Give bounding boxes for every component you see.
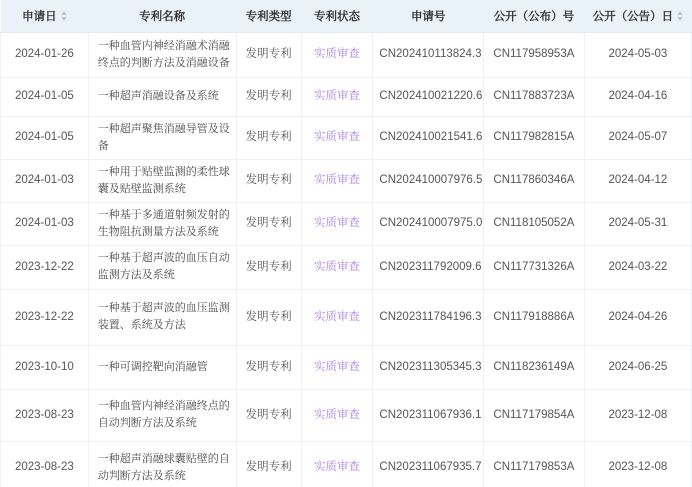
patent-type-cell: 发明专利 (236, 289, 301, 345)
col-header-publication-no (483, 0, 584, 32)
table-row (1, 159, 692, 202)
application-no-cell: CN202410021220.6 (373, 77, 484, 116)
patent-status-link[interactable]: 实质审查 (313, 48, 360, 60)
patent-type-cell: 发明专利 (236, 441, 301, 487)
application-date-cell: 2023-08-23 (1, 441, 89, 487)
application-date-cell: 2023-12-22 (1, 245, 89, 289)
patent-status-link[interactable]: 实质审查 (313, 461, 360, 473)
patent-status-link[interactable]: 实质审查 (313, 360, 360, 373)
patent-name-cell: 一种血管内神经消融术消融终点的判断方法及消融设备 (88, 32, 236, 77)
application-date-cell: 2023-10-10 (1, 345, 89, 389)
patent-type-cell: 发明专利 (236, 245, 301, 289)
publication-date-cell: 2024-05-31 (584, 202, 691, 245)
table-row (1, 202, 692, 245)
patent-type-cell: 发明专利 (236, 159, 301, 202)
patent-name-cell: 一种基于多通道射频发射的生物阻抗测量方法及系统 (88, 202, 236, 245)
table-row (1, 441, 692, 487)
patent-name-cell: 一种超声消融设备及系统 (88, 77, 236, 116)
publication-no-cell: CN118236149A (483, 345, 584, 389)
sort-icon[interactable] (677, 11, 683, 21)
header-row (1, 0, 692, 32)
col-header-patent-type (236, 0, 301, 32)
table-body (1, 32, 692, 487)
col-header-application-date[interactable] (1, 0, 89, 32)
application-date-cell: 2024-01-03 (1, 202, 89, 245)
application-no-cell: CN202311067936.1 (373, 389, 484, 441)
application-date-cell: 2024-01-05 (1, 77, 89, 116)
publication-date-cell: 2024-05-03 (584, 32, 691, 77)
patent-status-cell (301, 345, 373, 389)
col-header-application-no (373, 0, 484, 32)
col-header-label: 公开（公布）号 (493, 10, 575, 23)
patent-status-link[interactable]: 实质审查 (313, 310, 360, 323)
application-no-cell: CN202410007975.0 (373, 202, 484, 245)
patent-status-cell (301, 389, 373, 441)
publication-no-cell: CN117982815A (483, 116, 584, 159)
patent-type-cell: 发明专利 (236, 389, 301, 441)
table-header (1, 0, 692, 32)
sort-icon[interactable] (61, 11, 67, 21)
table-row (1, 345, 692, 389)
publication-date-cell: 2023-12-08 (584, 389, 691, 441)
publication-no-cell: CN117731326A (483, 245, 584, 289)
publication-date-cell: 2023-12-08 (584, 441, 691, 487)
col-header-label: 申请号 (410, 10, 446, 23)
publication-date-cell: 2024-04-26 (584, 289, 691, 345)
patent-status-link[interactable]: 实质审查 (313, 408, 360, 421)
application-date-cell: 2023-12-22 (1, 289, 89, 345)
patent-type-cell: 发明专利 (236, 77, 301, 116)
patent-status-link[interactable]: 实质审查 (313, 90, 360, 102)
publication-date-cell: 2024-03-22 (584, 245, 691, 289)
col-header-label: 公开（公告）日 (592, 10, 674, 23)
patent-type-cell: 发明专利 (236, 345, 301, 389)
publication-no-cell: CN117179854A (483, 389, 584, 441)
application-no-cell: CN202311784196.3 (373, 289, 484, 345)
application-no-cell: CN202410021541.6 (373, 116, 484, 159)
publication-no-cell: CN118105052A (483, 202, 584, 245)
col-header-label: 申请日 (22, 10, 57, 23)
application-no-cell: CN202311067935.7 (373, 441, 484, 487)
publication-date-cell: 2024-06-25 (584, 345, 691, 389)
publication-no-cell: CN117958953A (483, 32, 584, 77)
application-no-cell: CN202311305345.3 (373, 345, 484, 389)
patent-name-cell: 一种基于超声波的血压监测装置、系统及方法 (88, 289, 236, 345)
col-header-label: 专利类型 (245, 10, 292, 23)
patent-status-cell (301, 245, 373, 289)
application-date-cell: 2024-01-03 (1, 159, 89, 202)
col-header-label: 专利名称 (139, 10, 186, 23)
patent-name-cell: 一种用于贴壁监测的柔性球囊及贴壁监测系统 (88, 159, 236, 202)
application-no-cell: CN202410113824.3 (373, 32, 484, 77)
publication-no-cell: CN117918886A (483, 289, 584, 345)
patent-status-link[interactable]: 实质审查 (313, 174, 360, 186)
application-no-cell: CN202410007976.5 (373, 159, 484, 202)
patent-type-cell: 发明专利 (236, 202, 301, 245)
table-row (1, 289, 692, 345)
patent-type-cell: 发明专利 (236, 32, 301, 77)
patent-status-cell (301, 441, 373, 487)
table-row (1, 77, 692, 116)
publication-no-cell: CN117883723A (483, 77, 584, 116)
application-date-cell: 2024-01-05 (1, 116, 89, 159)
col-header-patent-name (88, 0, 236, 32)
patent-name-cell: 一种超声消融球囊贴壁的自动判断方法及系统 (88, 441, 236, 487)
publication-date-cell: 2024-05-07 (584, 116, 691, 159)
patent-name-cell: 一种可调控靶向消融管 (88, 345, 236, 389)
table-row (1, 389, 692, 441)
publication-no-cell: CN117179853A (483, 441, 584, 487)
patent-name-cell: 一种超声聚焦消融导管及设备 (88, 116, 236, 159)
application-date-cell: 2023-08-23 (1, 389, 89, 441)
table-row (1, 32, 692, 77)
patent-name-cell: 一种基于超声波的血压自动监测方法及系统 (88, 245, 236, 289)
application-no-cell: CN202311792009.6 (373, 245, 484, 289)
patent-status-link[interactable]: 实质审查 (313, 260, 360, 273)
patent-status-cell (301, 289, 373, 345)
patent-status-link[interactable]: 实质审查 (313, 217, 360, 229)
application-date-cell: 2024-01-26 (1, 32, 89, 77)
table-row (1, 116, 692, 159)
patent-status-cell (301, 116, 373, 159)
patent-status-cell (301, 202, 373, 245)
publication-no-cell: CN117860346A (483, 159, 584, 202)
patent-status-link[interactable]: 实质审查 (313, 131, 360, 143)
publication-date-cell: 2024-04-16 (584, 77, 691, 116)
table-row (1, 245, 692, 289)
col-header-label: 专利状态 (313, 10, 360, 23)
patent-status-cell (301, 77, 373, 116)
publication-date-cell: 2024-04-12 (584, 159, 691, 202)
col-header-patent-status (301, 0, 373, 32)
patent-name-cell: 一种血管内神经消融终点的自动判断方法及系统 (88, 389, 236, 441)
patent-type-cell: 发明专利 (236, 116, 301, 159)
patent-status-cell (301, 32, 373, 77)
patent-status-cell (301, 159, 373, 202)
col-header-publication-date[interactable] (584, 0, 691, 32)
